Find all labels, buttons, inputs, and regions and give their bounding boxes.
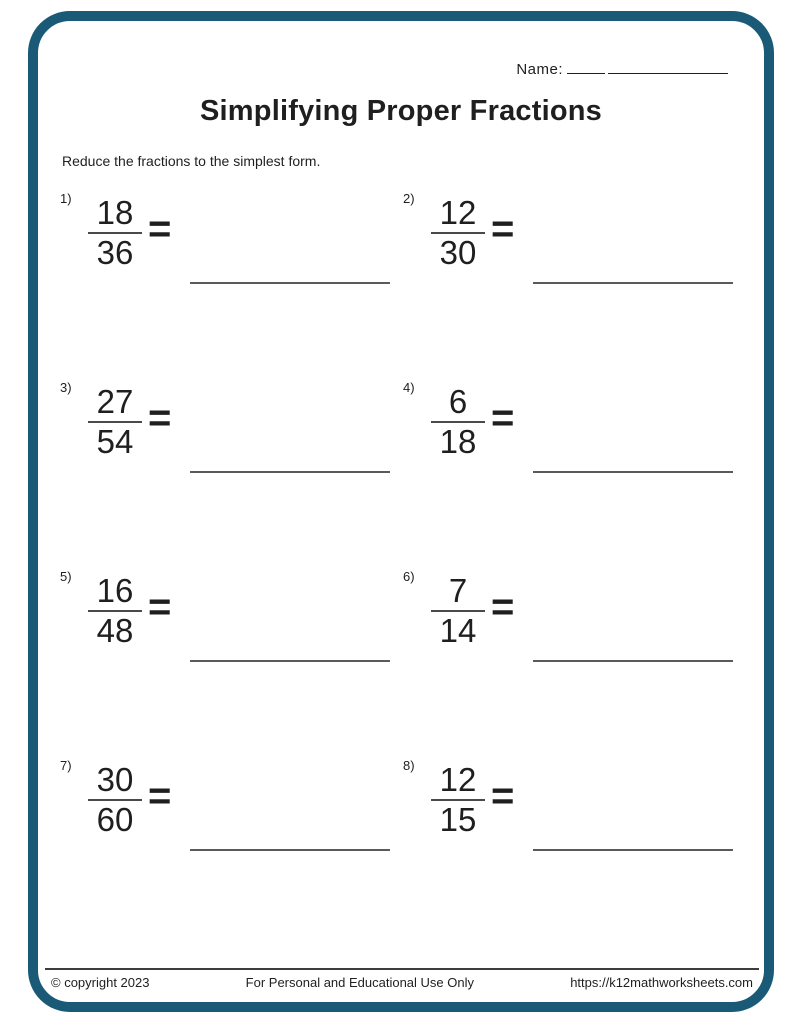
page-footer (45, 968, 759, 991)
equals-sign: = (491, 207, 515, 251)
name-blank-line (567, 59, 605, 74)
fraction-denominator: 54 (96, 423, 134, 460)
answer-blank-line (533, 849, 733, 851)
fraction-denominator: 14 (439, 612, 477, 649)
instructions-text: Reduce the fractions to the simplest form. (62, 153, 321, 169)
footer-copyright: © copyright 2023 (51, 975, 150, 990)
problem-8 (403, 758, 746, 858)
answer-blank-line (533, 471, 733, 473)
fraction-numerator: 12 (439, 194, 477, 231)
fraction-denominator: 48 (96, 612, 134, 649)
page-title: Simplifying Proper Fractions (200, 95, 602, 127)
problem-5 (60, 569, 403, 669)
problem-number: 8) (403, 758, 415, 773)
equals-sign: = (148, 585, 172, 629)
equals-sign: = (491, 774, 515, 818)
name-blank-line (608, 59, 728, 74)
footer-website-url: https://k12mathworksheets.com (570, 975, 753, 990)
problems-grid (60, 191, 764, 858)
fraction-denominator: 36 (96, 234, 134, 271)
problem-7 (60, 758, 403, 858)
fraction-denominator: 18 (439, 423, 477, 460)
problem-number: 3) (60, 380, 72, 395)
fraction (429, 385, 487, 459)
footer-usage-note: For Personal and Educational Use Only (245, 975, 475, 990)
fraction-numerator: 18 (96, 194, 134, 231)
fraction-numerator: 16 (96, 572, 134, 609)
worksheet-page-border (28, 11, 774, 1012)
equals-sign: = (148, 396, 172, 440)
fraction-denominator: 60 (96, 801, 134, 838)
fraction (429, 574, 487, 648)
fraction (86, 574, 144, 648)
equals-sign: = (491, 585, 515, 629)
equals-sign: = (148, 774, 172, 818)
problem-1 (60, 191, 403, 291)
fraction-denominator: 30 (439, 234, 477, 271)
answer-blank-line (190, 471, 390, 473)
problem-4 (403, 380, 746, 480)
name-row (38, 59, 728, 78)
problem-3 (60, 380, 403, 480)
answer-blank-line (190, 849, 390, 851)
problem-number: 7) (60, 758, 72, 773)
answer-blank-line (533, 660, 733, 662)
fraction-numerator: 12 (439, 761, 477, 798)
problem-number: 2) (403, 191, 415, 206)
fraction (429, 763, 487, 837)
problem-number: 1) (60, 191, 72, 206)
problem-number: 4) (403, 380, 415, 395)
problem-2 (403, 191, 746, 291)
name-label: Name: (516, 61, 563, 78)
fraction-numerator: 7 (448, 572, 468, 609)
fraction (86, 763, 144, 837)
fraction-numerator: 30 (96, 761, 134, 798)
fraction-numerator: 6 (448, 383, 468, 420)
fraction (86, 196, 144, 270)
equals-sign: = (491, 396, 515, 440)
problem-number: 5) (60, 569, 72, 584)
answer-blank-line (533, 282, 733, 284)
answer-blank-line (190, 660, 390, 662)
fraction-denominator: 15 (439, 801, 477, 838)
answer-blank-line (190, 282, 390, 284)
problem-number: 6) (403, 569, 415, 584)
fraction (86, 385, 144, 459)
equals-sign: = (148, 207, 172, 251)
fraction-numerator: 27 (96, 383, 134, 420)
fraction (429, 196, 487, 270)
problem-6 (403, 569, 746, 669)
